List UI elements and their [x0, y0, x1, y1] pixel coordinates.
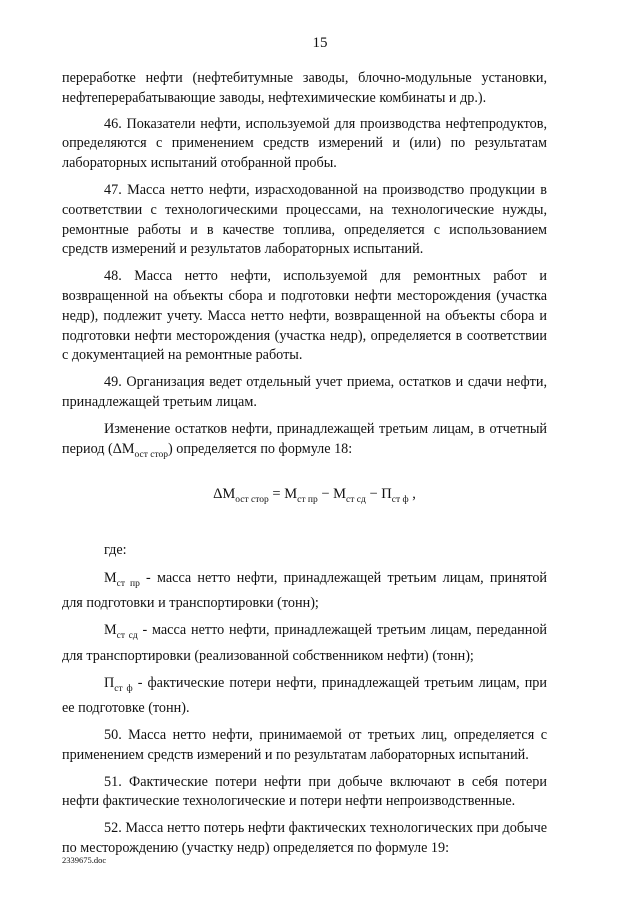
- definition-1-text: - масса нетто нефти, принадлежащей третьим лицам, принятой для подготовки и транспортировки (тонн);: [62, 569, 548, 612]
- definition-3-text: - фактические потери нефти, принадлежащей третьим лицам, при ее подготовке (тонн).: [62, 674, 547, 717]
- change-symbol-sub: ост стор: [134, 449, 168, 460]
- document-body: [62, 69, 547, 866]
- paragraph-change-intro: [62, 420, 547, 465]
- change-intro-post: ) определяется по формуле 18:: [168, 440, 353, 457]
- paragraph-48: 48. Масса нетто нефти, используемой для ремонтных работ и возвращенной на объекты сбора и подготовки нефти месторождения (участка недр), подлежит учету. Масса нетто нефти, возвращенной на объекты сбора и подготовки нефти месторождения (участка недр), определяется в соответствии с документацией на ремонтные работы.: [62, 268, 547, 364]
- definition-3-symbol: П: [104, 674, 115, 691]
- definition-2-symbol: M: [104, 622, 117, 639]
- definition-2-sub: ст сд: [116, 630, 138, 641]
- where-label: где:: [104, 541, 127, 558]
- paragraph-continued: переработке нефти (нефтебитумные заводы, блочно-модульные установки, нефтеперерабатывающие заводы, нефтехимические комбинаты и др.).: [62, 70, 547, 106]
- page-number: 15: [312, 35, 328, 51]
- formula-18: [62, 485, 547, 511]
- formula-minus1: −: [317, 486, 334, 503]
- formula-eq: =: [268, 486, 285, 503]
- paragraph-47: 47. Масса нетто нефти, израсходованной на производство продукции в соответствии с технологическими процессами, на технологические нужды, ремонтные работы и в качестве топлива, определяется с использованием средств измерений и результатов лабораторных испытаний.: [62, 181, 547, 258]
- formula-term3-sub: ст ф: [391, 495, 409, 506]
- definition-3: [62, 674, 547, 719]
- formula-lhs-sub: ост стор: [235, 495, 269, 506]
- formula-term1-sub: ст пр: [297, 495, 318, 506]
- document-filename-footer: 2339675.doc: [62, 855, 107, 865]
- change-symbol: ΔM: [112, 440, 135, 457]
- paragraph-50: 50. Масса нетто нефти, принимаемой от третьих лиц, определяется с применением средств измерений и по результатам лабораторных испытаний.: [62, 726, 547, 763]
- formula-end: ,: [408, 486, 416, 503]
- definition-2: [62, 621, 547, 666]
- paragraph-49: 49. Организация ведет отдельный учет приема, остатков и сдачи нефти, принадлежащей третьим лицам.: [62, 374, 547, 410]
- paragraph-51: 51. Фактические потери нефти при добыче включают в себя потери нефти фактические технологические и потери нефти непроизводственные.: [62, 773, 547, 810]
- formula-term2-sub: ст сд: [346, 495, 366, 506]
- definition-1-symbol: M: [104, 569, 117, 586]
- formula-term1: M: [284, 486, 298, 503]
- formula-term3: П: [381, 486, 392, 503]
- definition-3-sub: ст ф: [114, 683, 133, 694]
- formula-term2: M: [333, 486, 347, 503]
- formula-lhs: ΔM: [213, 486, 236, 503]
- formula-minus2: −: [365, 486, 382, 503]
- paragraph-46: 46. Показатели нефти, используемой для производства нефтепродуктов, определяются с применением средств измерений и (или) по результатам лабораторных испытаний отобранной пробы.: [62, 115, 547, 172]
- definition-1: [62, 569, 547, 614]
- definition-2-text: - масса нетто нефти, принадлежащей третьим лицам, переданной для транспортировки (реализованной собственником нефти) (тонн);: [62, 622, 548, 664]
- definition-1-sub: ст пр: [116, 578, 140, 589]
- change-intro-pre: Изменение остатков нефти, принадлежащей третьим лицам, в отчетный период (: [62, 420, 547, 457]
- paragraph-52: 52. Масса нетто потерь нефти фактических технологических при добыче по месторождению (участку недр) определяется по формуле 19:: [62, 820, 547, 856]
